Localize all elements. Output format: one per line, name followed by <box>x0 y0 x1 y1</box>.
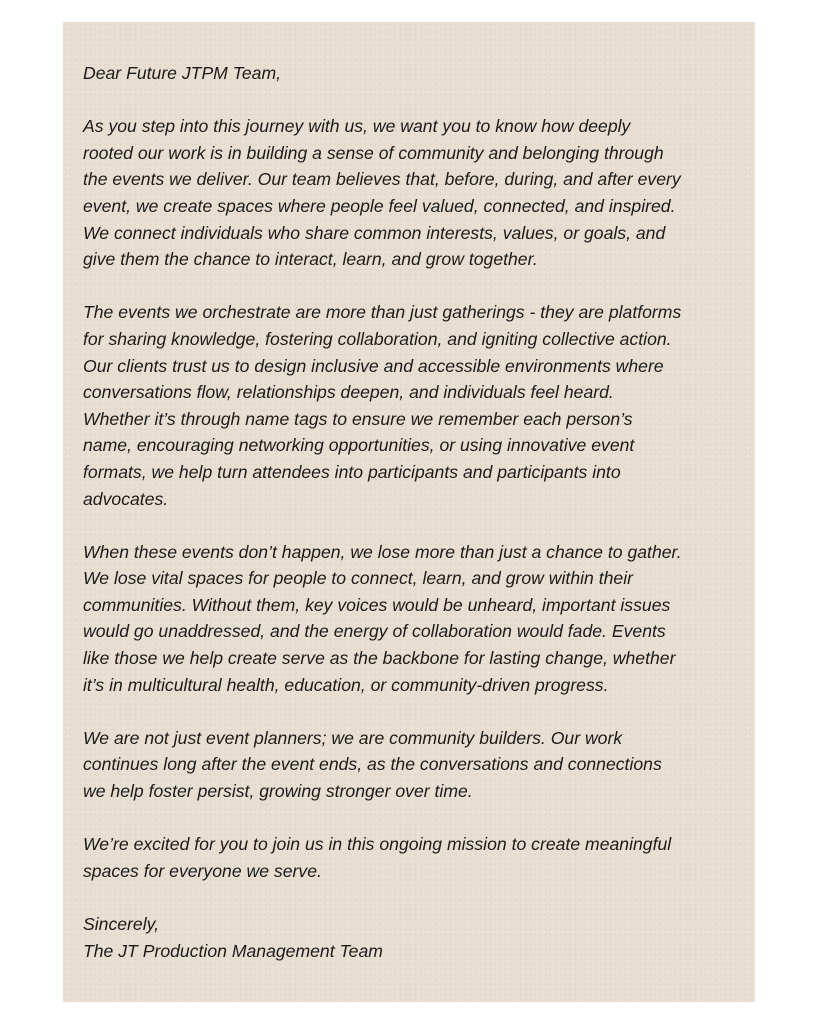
text-line: Whether it’s through name tags to ensure we remember each person’s <box>83 408 633 429</box>
text-line: conversations flow, relationships deepen, and individuals feel heard. <box>83 382 614 403</box>
paragraph-community <box>83 113 737 273</box>
text-line: rooted our work is in building a sense of community and belonging through <box>83 142 664 163</box>
text-line: We’re excited for you to join us in this ongoing mission to create meaningful <box>83 834 672 855</box>
text-line: communities. Without them, key voices would be unheard, important issues <box>83 594 671 615</box>
text-line: would go unaddressed, and the energy of collaboration would fade. Events <box>83 621 666 642</box>
text-line: spaces for everyone we serve. <box>83 860 322 881</box>
text-line: As you step into this journey with us, we want you to know how deeply <box>83 116 631 137</box>
text-line: The events we orchestrate are more than just gatherings - they are platforms <box>83 302 682 323</box>
text-line: name, encouraging networking opportunities, or using innovative event <box>83 435 635 456</box>
greeting-line: Dear Future JTPM Team, <box>83 63 282 83</box>
text-line: When these events don’t happen, we lose more than just a chance to gather. <box>83 541 682 562</box>
text-line: We connect individuals who share common interests, values, or goals, and <box>83 222 666 243</box>
letter-paper <box>63 22 755 1002</box>
text-line: for sharing knowledge, fostering collaboration, and igniting collective action. <box>83 328 672 349</box>
paragraph-invitation <box>83 831 737 884</box>
text-line: continues long after the event ends, as the conversations and connections <box>83 754 662 775</box>
greeting <box>83 60 737 87</box>
paragraph-builders <box>83 725 737 805</box>
text-line: like those we help create serve as the backbone for lasting change, whether <box>83 648 676 669</box>
closing: Sincerely, <box>83 914 160 934</box>
text-line: We are not just event planners; we are community builders. Our work <box>83 727 623 748</box>
signature: The JT Production Management Team <box>83 940 383 961</box>
letter-body <box>83 60 737 964</box>
text-line: give them the chance to interact, learn, and grow together. <box>83 249 538 270</box>
paragraph-loss <box>83 539 737 699</box>
text-line: it’s in multicultural health, education, or community-driven progress. <box>83 674 609 695</box>
text-line: We lose vital spaces for people to connect, learn, and grow within their <box>83 568 634 589</box>
text-line: formats, we help turn attendees into participants and participants into <box>83 461 621 482</box>
text-line: we help foster persist, growing stronger over time. <box>83 781 473 802</box>
text-line: the events we deliver. Our team believes that, before, during, and after every <box>83 169 681 190</box>
text-line: advocates. <box>83 488 169 509</box>
paragraph-events <box>83 299 737 512</box>
sign-off <box>83 911 737 964</box>
text-line: Our clients trust us to design inclusive and accessible environments where <box>83 355 664 376</box>
text-line: event, we create spaces where people feel valued, connected, and inspired. <box>83 195 676 216</box>
